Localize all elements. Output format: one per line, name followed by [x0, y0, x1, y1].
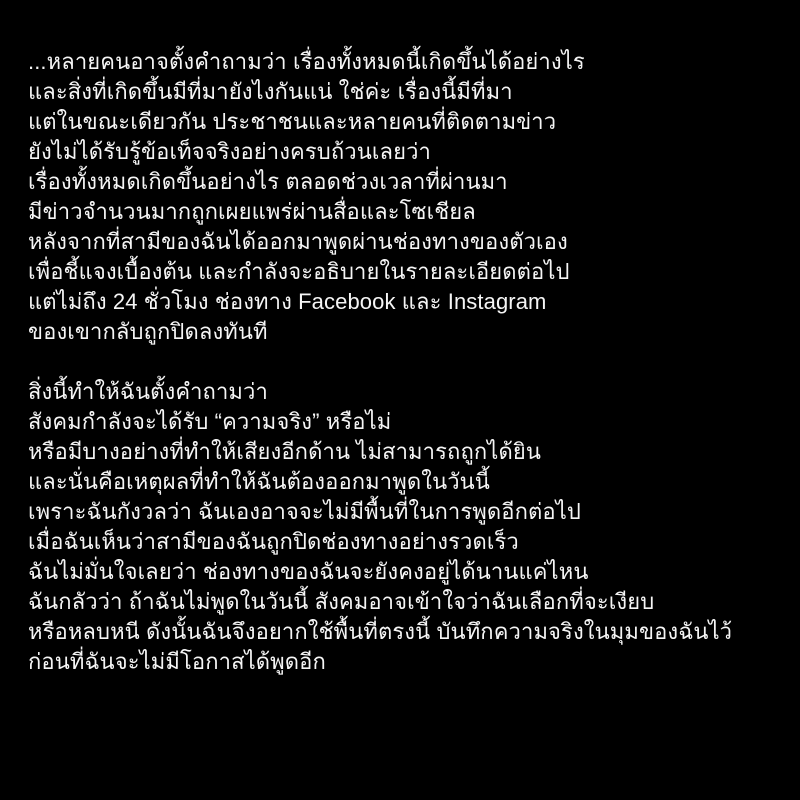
text-line: แต่ไม่ถึง 24 ชั่วโมง ช่องทาง Facebook และ Instagram [28, 289, 547, 314]
text-line: เพราะฉันกังวลว่า ฉันเองอาจจะไม่มีพื้นที่ในการพูดอีกต่อไป [28, 499, 581, 524]
text-line: สังคมกำลังจะได้รับ “ความจริง” หรือไม่ [28, 409, 392, 434]
text-line: และนั่นคือเหตุผลที่ทำให้ฉันต้องออกมาพูดในวันนี้ [28, 469, 490, 494]
text-line: เรื่องทั้งหมดเกิดขึ้นอย่างไร ตลอดช่วงเวลาที่ผ่านมา [28, 169, 508, 194]
text-line: ก่อนที่ฉันจะไม่มีโอกาสได้พูดอีก [28, 649, 326, 674]
text-line: สิ่งนี้ทำให้ฉันตั้งคำถามว่า [28, 379, 268, 404]
text-line: หลังจากที่สามีของฉันได้ออกมาพูดผ่านช่องทางของตัวเอง [28, 229, 568, 254]
text-line: ฉันกลัวว่า ถ้าฉันไม่พูดในวันนี้ สังคมอาจเข้าใจว่าฉันเลือกที่จะเงียบ [28, 589, 655, 614]
text-line: หรือหลบหนี ดังนั้นฉันจึงอยากใช้พื้นที่ตรงนี้ บันทึกความจริงในมุมของฉันไว้ [28, 619, 733, 644]
paragraph-1 [28, 47, 776, 347]
text-line: หรือมีบางอย่างที่ทำให้เสียงอีกด้าน ไม่สามารถถูกได้ยิน [28, 439, 541, 464]
text-line: มีข่าวจำนวนมากถูกเผยแพร่ผ่านสื่อและโซเชียล [28, 199, 476, 224]
paragraph-2 [28, 377, 776, 677]
text-line: เมื่อฉันเห็นว่าสามีของฉันถูกปิดช่องทางอย่างรวดเร็ว [28, 529, 519, 554]
text-line: ของเขากลับถูกปิดลงทันที [28, 319, 268, 344]
text-line: เพื่อชี้แจงเบื้องต้น และกำลังจะอธิบายในรายละเอียดต่อไป [28, 259, 570, 284]
text-line: ...หลายคนอาจตั้งคำถามว่า เรื่องทั้งหมดนี้เกิดขึ้นได้อย่างไร [28, 49, 585, 74]
text-line: ฉันไม่มั่นใจเลยว่า ช่องทางของฉันจะยังคงอยู่ได้นานแค่ไหน [28, 559, 589, 584]
text-line: ยังไม่ได้รับรู้ข้อเท็จจริงอย่างครบถ้วนเลยว่า [28, 139, 431, 164]
text-line: และสิ่งที่เกิดขึ้นมีที่มายังไงกันแน่ ใช่ค่ะ เรื่องนี้มีที่มา [28, 79, 513, 104]
text-line: แต่ในขณะเดียวกัน ประชาชนและหลายคนที่ติดตามข่าว [28, 109, 557, 134]
